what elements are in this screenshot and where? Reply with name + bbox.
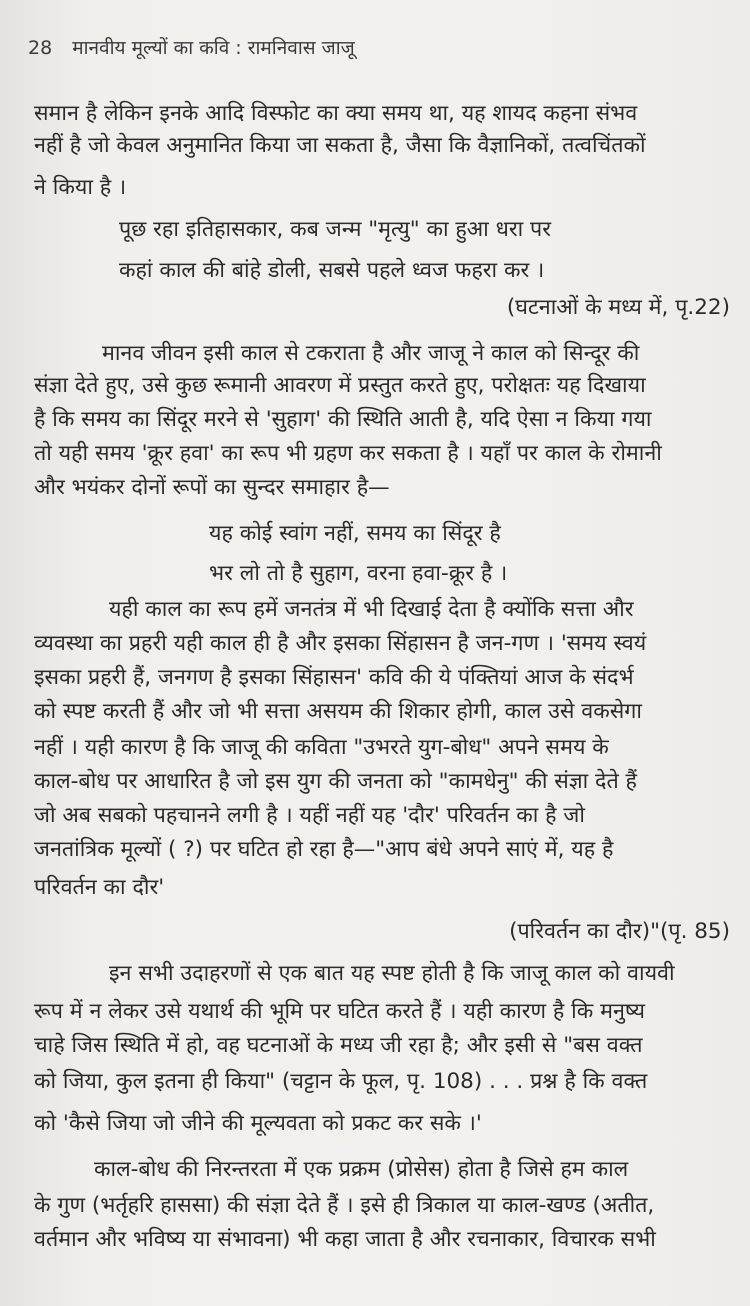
- body-line-16: जनतांत्रिक मूल्यों ( ?) पर घटित हो रहा है—"आप बंधे अपने साएं में, यह है: [34, 837, 614, 862]
- body-line-21: को जिया, कुल इतना ही किया" (चट्टान के फूल, पृ. 108) . . . प्रश्न है कि वक्त: [34, 1069, 648, 1094]
- body-line-14: काल-बोध पर आधारित है जो इस युग की जनता को "कामधेनु" की संज्ञा देते हैं: [34, 769, 637, 794]
- body-line-7: तो यही समय 'क्रूर हवा' का रूप भी ग्रहण कर सकता है । यहाँ पर काल के रोमानी: [34, 441, 662, 466]
- body-line-20: चाहे जिस स्थिति में हो, वह घटनाओं के मध्य जी रहा है; और इसी से "बस वक्त: [34, 1033, 643, 1058]
- body-line-5: संज्ञा देते हुए, उसे कुछ रूमानी आवरण में प्रस्तुत करते हुए, परोक्षतः यह दिखाया: [34, 373, 646, 398]
- body-line-4: मानव जीवन इसी काल से टकराता है और जाजू ने काल को सिन्दूर की: [102, 341, 640, 366]
- body-line-6: है कि समय का सिंदूर मरने से 'सुहाग' की स्थिति आती है, यदि ऐसा न किया गया: [34, 407, 652, 432]
- body-line-19: रूप में न लेकर उसे यथार्थ की भूमि पर घटित करते हैं । यही कारण है कि मनुष्य: [34, 999, 645, 1024]
- verse-line-4: भर लो तो है सुहाग, वरना हवा-क्रूर है ।: [209, 561, 508, 586]
- verse-line-1: पूछ रहा इतिहासकार, कब जन्म "मृत्यु" का हुआ धरा पर: [119, 217, 552, 242]
- verse-line-2: कहां काल की बांहे डोली, सबसे पहले ध्वज फहरा कर ।: [119, 258, 545, 283]
- body-line-15: जो अब सबको पहचानने लगी है । यहीं नहीं यह 'दौर' परिवर्तन का है जो: [34, 803, 585, 828]
- body-line-2: नहीं है जो केवल अनुमानित किया जा सकता है, जैसा कि वैज्ञानिकों, तत्वचिंतकों: [34, 133, 646, 158]
- body-line-13: नहीं । यही कारण है कि जाजू की कविता "उभरते युग-बोध" अपने समय के: [34, 735, 609, 760]
- page-number: 28: [28, 37, 53, 59]
- body-line-10: व्यवस्था का प्रहरी यही काल ही है और इसका सिंहासन है जन-गण । 'समय स्वयं: [34, 631, 647, 656]
- body-line-8: और भयंकर दोनों रूपों का सुन्दर समाहार है—: [34, 475, 390, 500]
- body-line-23: काल-बोध की निरन्तरता में एक प्रक्रम (प्रोसेस) होता है जिसे हम काल: [94, 1157, 629, 1182]
- body-line-17: परिवर्तन का दौर': [34, 875, 165, 900]
- running-header: [28, 34, 355, 60]
- body-line-9: यही काल का रूप हमें जनतंत्र में भी दिखाई देता है क्योंकि सत्ता और: [109, 597, 634, 622]
- body-line-12: को स्पष्ट करती हैं और जो भी सत्ता असयम की शिकार होगी, काल उसे वकसेगा: [34, 699, 642, 724]
- verse-citation-1: (घटनाओं के मध्य में, पृ.22): [506, 295, 730, 320]
- body-line-11: इसका प्रहरी हैं, जनगण है इसका सिंहासन' कवि की ये पंक्तियां आज के संदर्भ: [34, 665, 634, 690]
- body-line-24: के गुण (भर्तृहरि हाससा) की संज्ञा देते हैं । इसे ही त्रिकाल या काल-खण्ड (अतीत,: [34, 1193, 655, 1218]
- verse-line-3: यह कोई स्वांग नहीं, समय का सिंदूर है: [209, 521, 501, 546]
- body-line-1: समान है लेकिन इनके आदि विस्फोट का क्या समय था, यह शायद कहना संभव: [34, 101, 638, 126]
- citation-parivartan: (परिवर्तन का दौर)"(पृ. 85): [509, 919, 730, 944]
- body-line-22: को 'कैसे जिया जो जीने की मूल्यवता को प्रकट कर सके ।': [34, 1111, 482, 1136]
- running-title: मानवीय मूल्यों का कवि : रामनिवास जाजू: [72, 37, 355, 59]
- body-line-3: ने किया है ।: [34, 175, 127, 200]
- body-line-25: वर्तमान और भविष्य या संभावना) भी कहा जाता है और रचनाकार, विचारक सभी: [34, 1227, 656, 1252]
- body-line-18: इन सभी उदाहरणों से एक बात यह स्पष्ट होती है कि जाजू काल को वायवी: [109, 961, 675, 986]
